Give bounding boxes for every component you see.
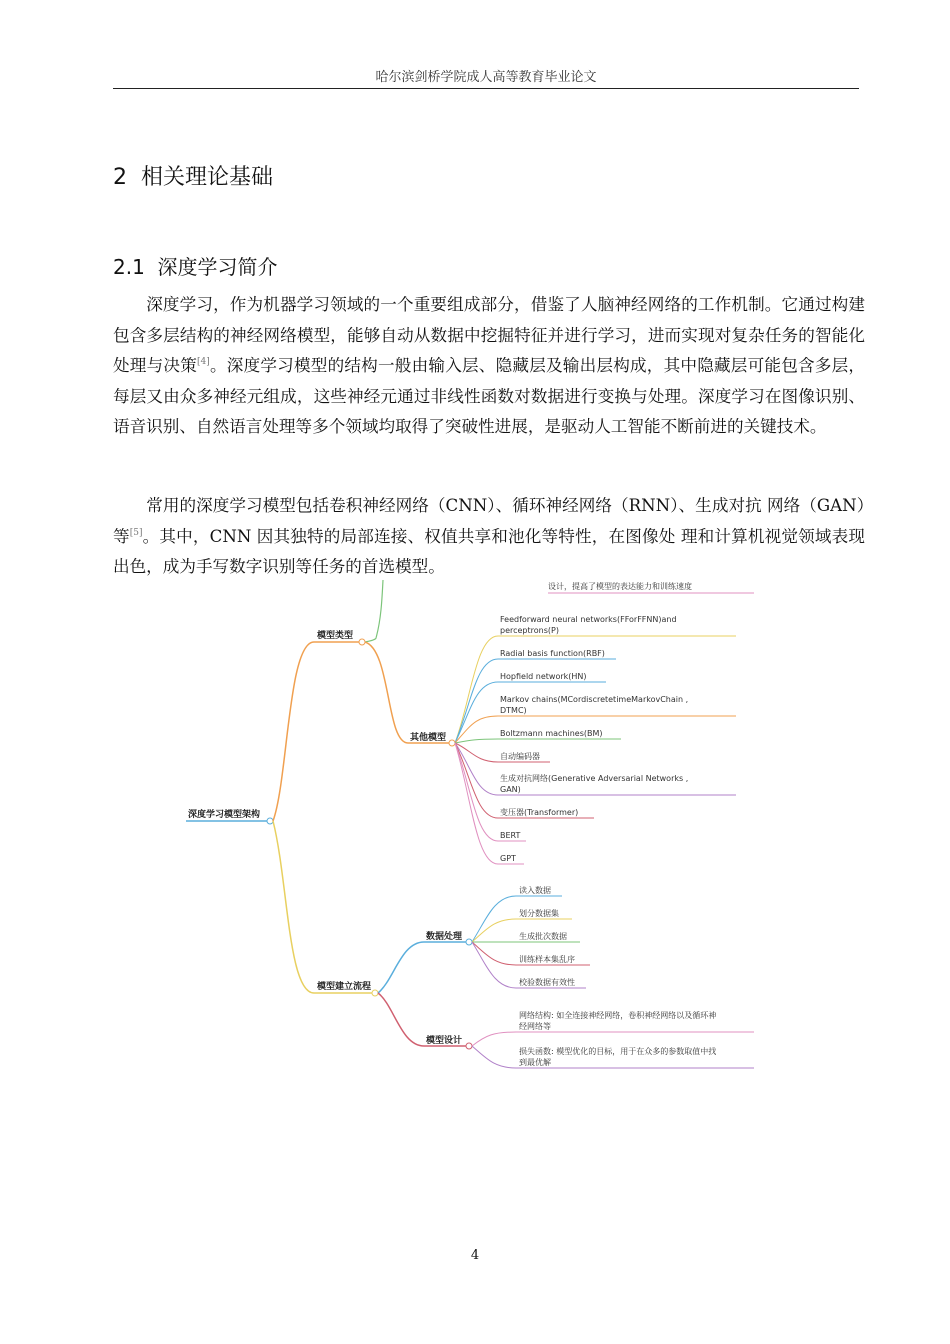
- mindmap-leaf-hn: Hopfield network(HN): [500, 672, 587, 681]
- citation-4: [4]: [197, 357, 210, 368]
- mindmap-leaf-network-structure: 网络结构: 如全连接神经网络，卷积神经网络以及循环神: [519, 1011, 717, 1020]
- mindmap-leaf-markov-cont: DTMC): [500, 706, 527, 715]
- branch-line: [365, 642, 408, 743]
- branch-line: [273, 821, 314, 993]
- branch-line: [455, 682, 498, 743]
- mindmap-leaf-rbf: Radial basis function(RBF): [500, 649, 605, 658]
- node-dot: [359, 639, 365, 645]
- subsection-number: 2.1: [113, 255, 145, 279]
- mindmap-leaf-split-data: 划分数据集: [519, 909, 559, 918]
- mindmap-leaf-bm: Boltzmann machines(BM): [500, 729, 603, 738]
- node-dot: [449, 740, 455, 746]
- mindmap-node-other-models: 其他模型: [410, 733, 447, 743]
- node-dot: [267, 818, 273, 824]
- mindmap-leaf-markov: Markov chains(MCordiscretetimeMarkovChain ,: [500, 695, 689, 704]
- node-dot: [466, 939, 472, 945]
- mindmap-node-model-design: 模型设计: [426, 1036, 463, 1046]
- paragraph-models: [113, 491, 865, 583]
- mindmap-leaf-ffnn-cont: perceptrons(P): [500, 626, 559, 635]
- mindmap-leaf-shuffle: 训练样本集乱序: [519, 955, 575, 964]
- mindmap-leaf-network-structure-cont: 经网络等: [519, 1022, 551, 1031]
- branch-line: [378, 942, 424, 993]
- paragraph-text: 。其中，CNN 因其独特的局部连接、权值共享和池化等特性，在图像处 理和计算机视觉领域表现出色，成为手写数字识别等任务的首选模型。: [113, 526, 865, 577]
- mindmap-node-build-process: 模型建立流程: [317, 982, 372, 992]
- node-dot: [466, 1043, 472, 1049]
- branch-line: [472, 1046, 516, 1068]
- mindmap-node-data-processing: 数据处理: [426, 932, 463, 942]
- mindmap-node-cut: 设计，提高了模型的表达能力和训练速度: [548, 582, 692, 591]
- mindmap-root: 深度学习模型架构: [188, 810, 261, 820]
- branch-line: [455, 739, 498, 743]
- branch-line: [273, 642, 314, 821]
- mindmap-figure: [176, 580, 766, 1080]
- mindmap-leaf-gpt: GPT: [500, 854, 516, 863]
- mindmap-svg: [176, 580, 766, 1080]
- page-number: 4: [470, 1248, 480, 1263]
- branch-line: [376, 580, 383, 638]
- citation-5: [5]: [129, 527, 143, 538]
- paragraph-intro: [113, 290, 865, 443]
- paragraph-text: 。深度学习模型的结构一般由输入层、隐藏层及输出层构成，其中隐藏层可能包含多层，每层又由众多神经元组成，这些神经元通过非线性函数对数据进行变换与处理。深度学习在图像识别、语音识别、自然语言处理等多个领域均取得了突破性进展，是驱动人工智能不断前进的关键技术。: [113, 356, 866, 437]
- paragraph-text: 常用的深度学习模型包括卷积神经网络（CNN）、循环神经网络（RNN）、生成对抗 网络（GAN）等: [113, 496, 865, 546]
- mindmap-node-model-types: 模型类型: [317, 631, 354, 641]
- mindmap-leaf-read-data: 读入数据: [519, 886, 551, 895]
- branch-line: [472, 1032, 516, 1046]
- section-title: 相关理论基础: [141, 165, 274, 190]
- mindmap-leaf-autoencoder: 自动编码器: [500, 752, 540, 761]
- paragraph-text: 深度学习，作为机器学习领域的一个重要组成部分，借鉴了人脑神经网络的工作机制。它通过构建包含多层结构的神经网络模型，能够自动从数据中挖掘特征并进行学习，进而实现对复杂任务的智能化处理与决策: [113, 295, 865, 376]
- branch-line: [455, 659, 498, 743]
- section-heading: [113, 160, 273, 191]
- mindmap-leaf-validate: 校验数据有效性: [519, 978, 575, 987]
- mindmap-leaf-loss-function-cont: 到最优解: [519, 1058, 551, 1067]
- branch-line: [365, 638, 376, 642]
- mindmap-leaf-gan: 生成对抗网络(Generative Adversarial Networks ,: [500, 774, 689, 783]
- mindmap-leaf-loss-function: 损失函数: 模型优化的目标，用于在众多的参数取值中找: [519, 1047, 717, 1056]
- mindmap-leaf-ffnn: Feedforward neural networks(FForFFNN)and: [500, 615, 677, 624]
- mindmap-leaf-batches: 生成批次数据: [519, 932, 567, 941]
- section-number: 2: [113, 165, 127, 190]
- mindmap-leaf-bert: BERT: [500, 831, 521, 840]
- mindmap-leaf-gan-cont: GAN): [500, 785, 521, 794]
- subsection-heading: [113, 251, 278, 280]
- branch-line: [378, 993, 424, 1046]
- mindmap-leaf-transformer: 变压器(Transformer): [500, 808, 579, 817]
- running-header: 哈尔滨剑桥学院成人高等教育毕业论文: [375, 70, 597, 85]
- node-dot: [372, 990, 378, 996]
- header-rule: [113, 88, 859, 89]
- subsection-title: 深度学习简介: [157, 255, 278, 279]
